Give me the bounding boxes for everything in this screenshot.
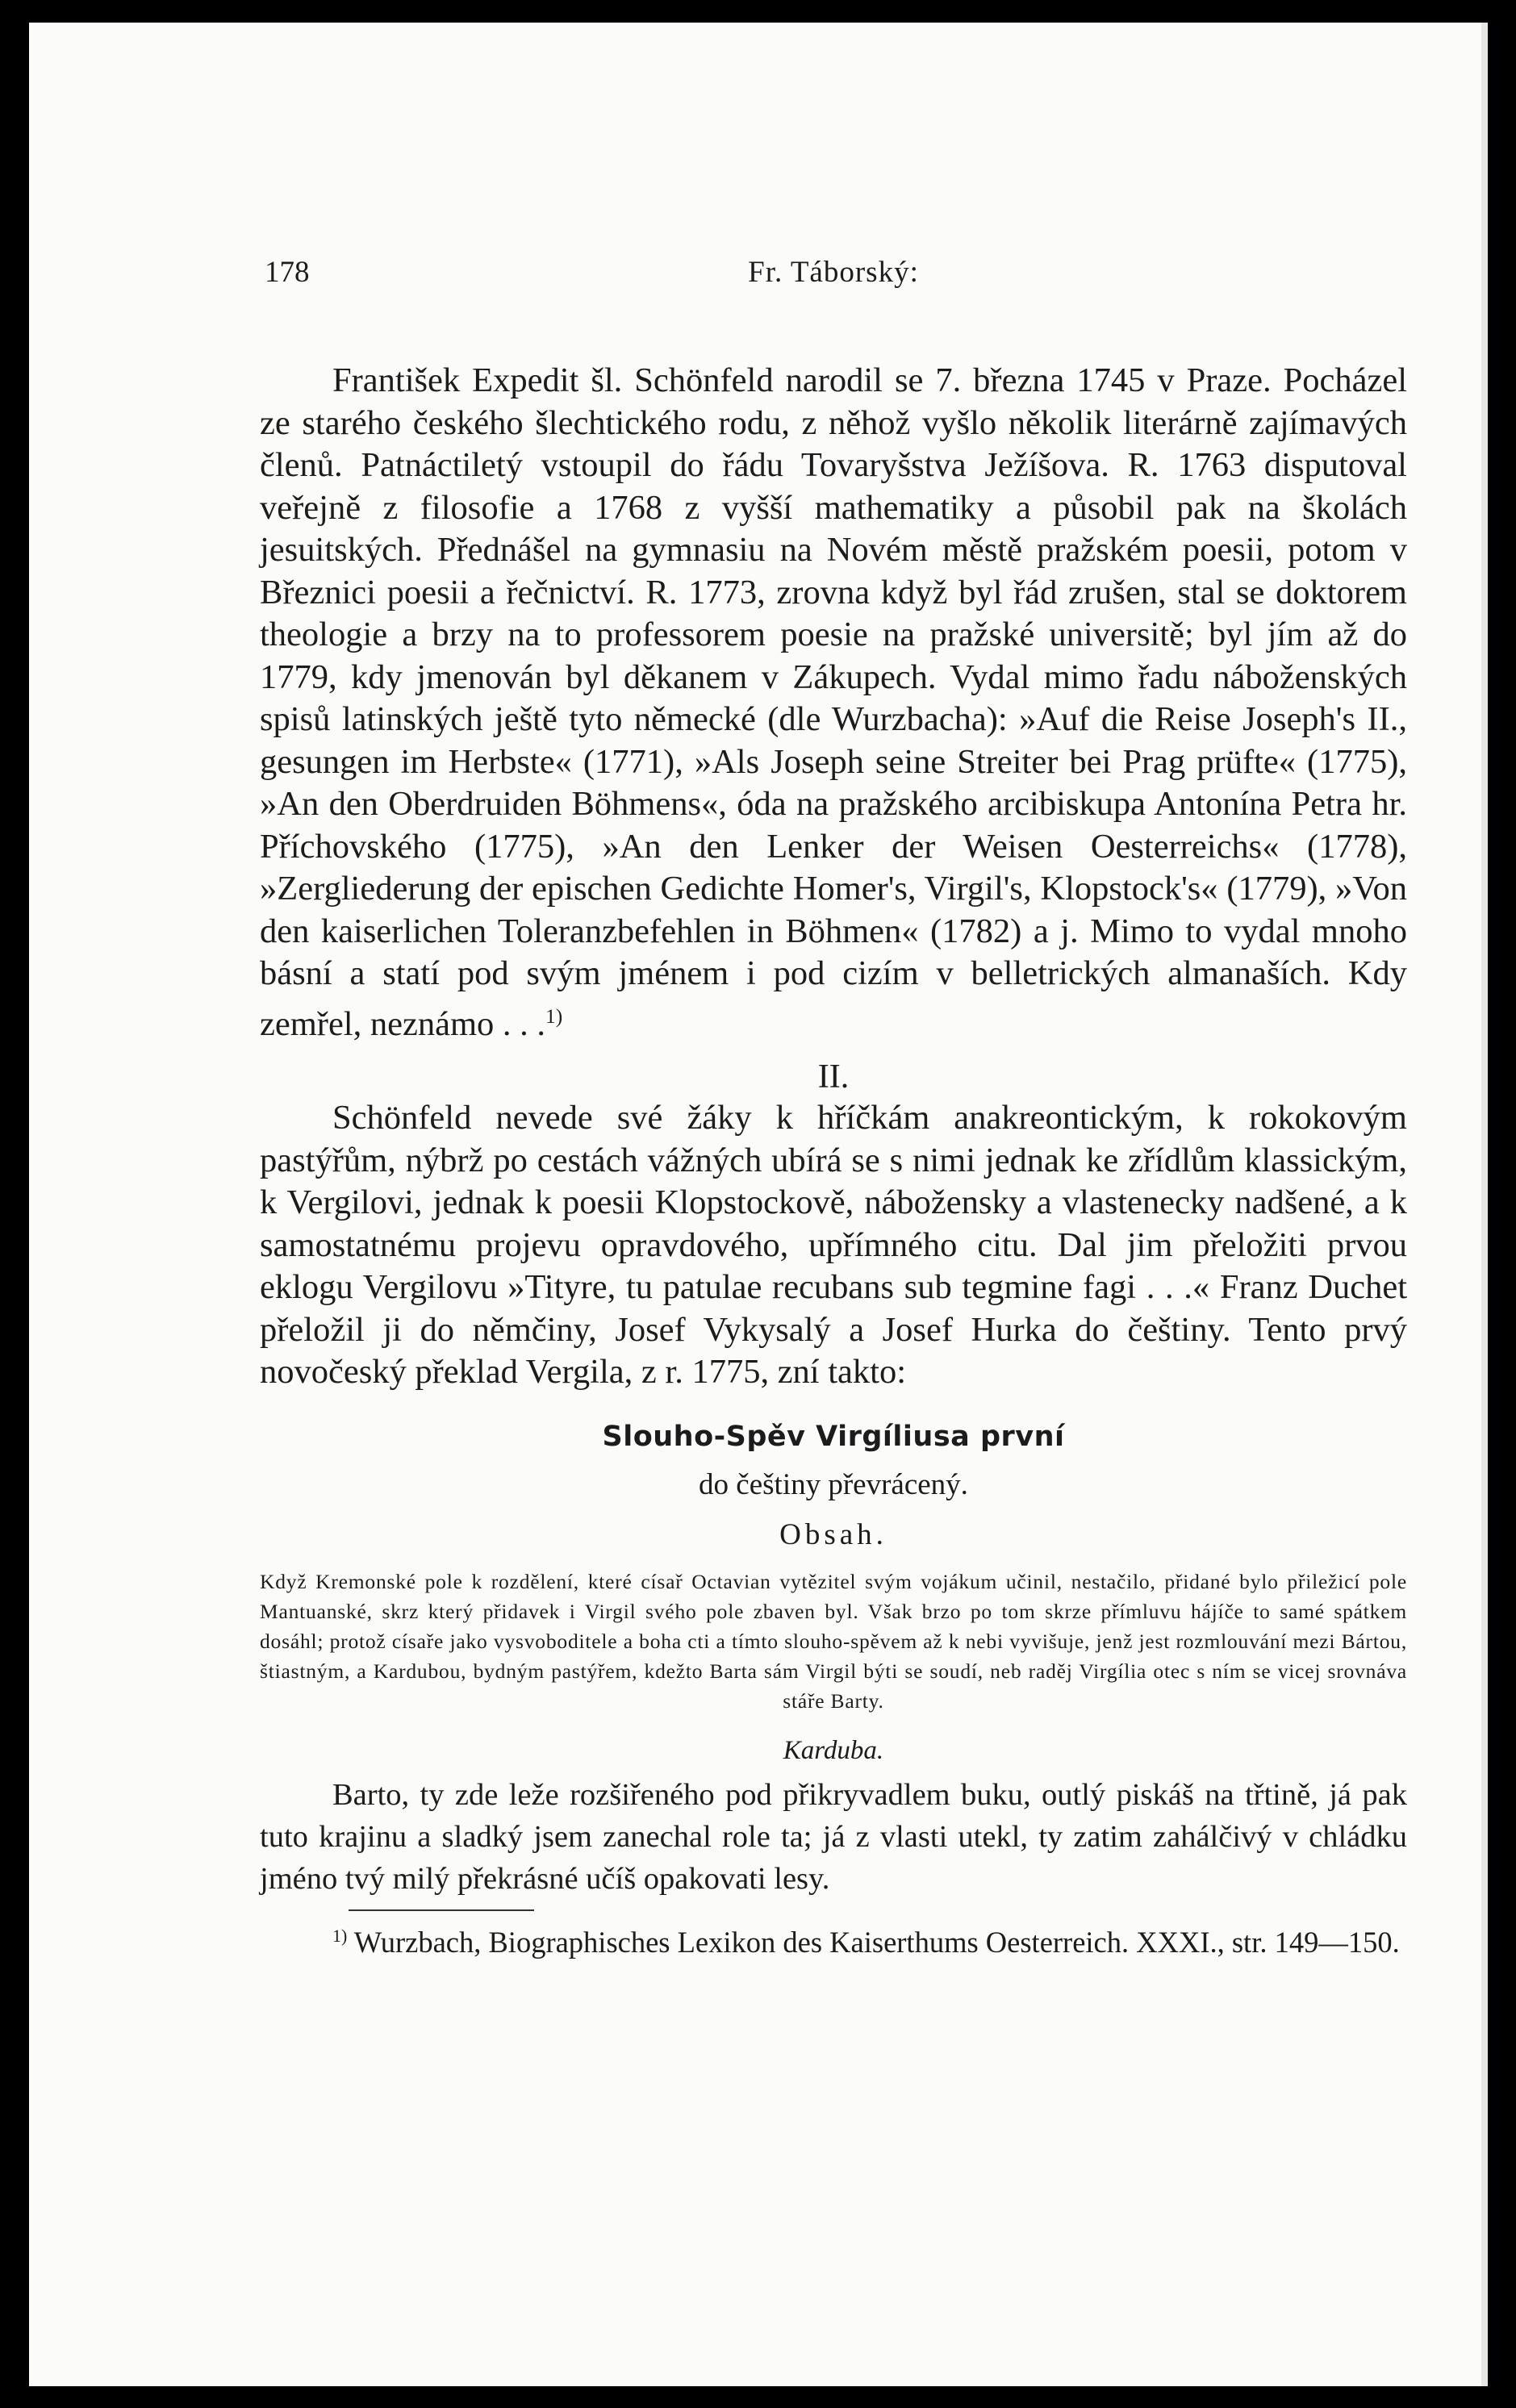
intro-paragraph bbox=[260, 360, 1407, 1045]
book-page bbox=[29, 23, 1488, 2386]
text-block bbox=[260, 253, 1407, 1963]
footnote bbox=[260, 1916, 1407, 1963]
footnote-text: Wurzbach, Biographisches Lexikon des Kaiserthums Oesterreich. XXXI., str. 149—150. bbox=[353, 1925, 1400, 1959]
section-two-paragraph: Schönfeld nevede své žáky k hříčkám anakreontickým, k rokokovým pastýřům, nýbrž po cestách vážných ubírá se s nimi jednak ke zřídlům klassickým, k Vergilovi, jednak k poesii Klopstockově, nábožensky a vlastenecky nadšené, a k samostatnému projevu opravdového, upřímného citu. Dal jim přeložiti prvou eklogu Vergilovu »Tityre, tu patulae recubans sub tegmine fagi . . .« Franz Duchet přeložil ji do němčiny, Josef Vykysalý a Josef Hurka do češtiny. Tento prvý novočeský překlad Vergila, z r. 1775, zní takto: bbox=[260, 1099, 1407, 1392]
page-edge bbox=[1481, 23, 1488, 2386]
intro-text: František Expedit šl. Schönfeld narodil se 7. března 1745 v Praze. Pocházel ze starého českého šlechtického rodu, z něhož vyšlo několik literárně zajímavých členů. Patnáctiletý vstoupil do řádu Tovaryšstva Ježíšova. R. 1763 disputoval veřejně z filosofie a 1768 z vyšší mathematiky a působil pak na školách jesuitských. Přednášel na gymnasiu na Novém městě pražském poesii, potom v Březnici poesii a řečnictví. R. 1773, zrovna když byl řád zrušen, stal se doktorem theologie a brzy na to professorem poesie na pražské universitě; byl jím až do 1779, kdy jmenován byl děkanem v Zákupech. Vydal mimo řadu náboženských spisů latinských ještě tyto německé (dle Wurzbacha): »Auf die Reise Joseph's II., gesungen im Herbste« (1771), »Als Joseph seine Streiter bei Prag prüfte« (1775), »An den Oberdruiden Böhmens«, óda na pražského arcibiskupa Antonína Petra hr. Příchovského (1775), »An den Lenker der Weisen Oesterreichs« (1778), »Zergliederung der epischen Gedichte Homer's, Virgil's, Klopstock's« (1779), »Von den kaiserlichen Toleranzbefehlen in Böhmen« (1782) a j. Mimo to vydal mnoho básní a statí pod svým jménem i pod cizím v belletrických almanaších. Kdy zemřel, neznámo . . . bbox=[260, 361, 1407, 1043]
contents-heading: Obsah. bbox=[779, 1517, 887, 1551]
section-heading: II. bbox=[817, 1058, 850, 1096]
running-head: Fr. Táborský: bbox=[748, 256, 919, 289]
footnote-mark: 1) bbox=[332, 1925, 348, 1946]
poem-summary: Když Kremonské pole k rozdělení, které císař Octavian vytězitel svým vojákum učinil, nestačilo, přidané bylo přiležicí pole Mantuanské, skrz který přidavek i Virgil svého pole zbaven byl. Však brzo po tom skrze přímluvu hájíče to samé spátkem dosáhl; protož císaře jako vysvoboditele a boha cti a tímto slouho-spěvem až k nebi vyvišuje, jenž jest rozmlouvání mezi Bártou, štiastným, a Kardubou, bydným pastýřem, kdežto Barta sám Virgil býti se soudí, neb raděj Virgília otec s ním se vicej srovnáva stáře Barty. bbox=[260, 1569, 1407, 1713]
footnote-divider bbox=[349, 1909, 534, 1911]
poem-verse: Barto, ty zde leže rozšiřeného pod přikryvadlem buku, outlý piskáš na třtině, já pak tuto krajinu a sladký jsem zanechal role ta; já z vlasti utekl, ty zatim zahálčivý v chládku jméno tvý milý překrásné učíš opakovati lesy. bbox=[260, 1777, 1407, 1896]
speaker-name: Karduba. bbox=[783, 1735, 884, 1765]
page-header bbox=[260, 253, 1407, 298]
poem-subtitle: do češtiny převrácený. bbox=[699, 1467, 968, 1501]
page-number: 178 bbox=[265, 256, 310, 289]
poem-title: Slouho-Spěv Virgíliusa první bbox=[602, 1420, 1065, 1453]
footnote-reference: 1) bbox=[545, 1004, 563, 1028]
